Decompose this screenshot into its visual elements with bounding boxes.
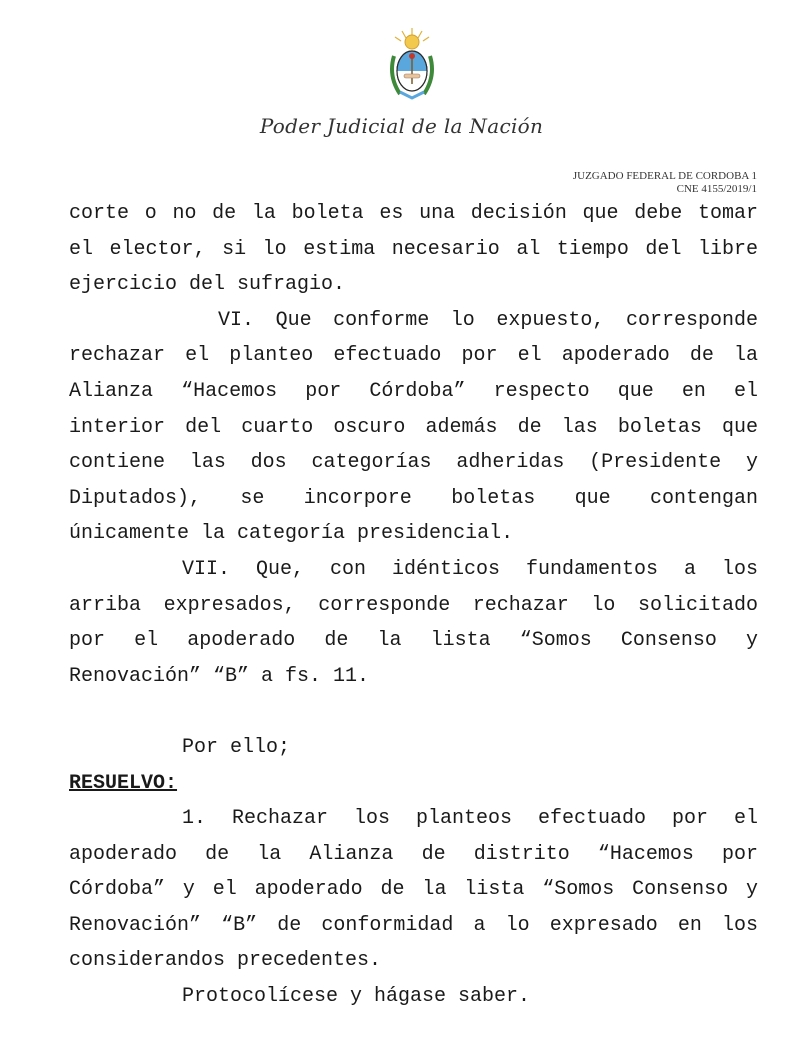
national-coat-of-arms-icon (386, 26, 438, 102)
text-line: considerandos precedentes. (69, 949, 382, 973)
resolution-item-1-start: 1. Rechazar los planteos efectuado por el (182, 807, 758, 831)
court-name: JUZGADO FEDERAL DE CORDOBA 1 (572, 170, 757, 182)
text-line: arriba expresados, corresponde rechazar lo solicitado (69, 593, 758, 617)
text-line: Córdoba” y el apoderado de la lista “Somos Consenso y (69, 878, 758, 902)
resolution-body (69, 196, 758, 1015)
resuelvo-heading: RESUELVO: (69, 771, 178, 795)
text-line: únicamente la categoría presidencial. (69, 522, 514, 546)
text-line: corte o no de la boleta es una decisión que debe tomar (69, 202, 758, 225)
case-number: CNE 4155/2019/1 (676, 183, 757, 195)
text-line: interior del cuarto oscuro además de las boletas que (69, 415, 758, 439)
resuelvo-heading-line (69, 766, 758, 802)
paragraph-vii-start: VII. Que, con idénticos fundamentos a los (182, 557, 758, 581)
institution-name: Poder Judicial de la Nación (259, 114, 544, 138)
text-line: Renovación” “B” a fs. 11. (69, 664, 370, 688)
por-ello-line: Por ello; (182, 735, 291, 759)
text-line: ejercicio del sufragio. (69, 273, 346, 297)
text-line: apoderado de la Alianza de distrito “Hacemos por (69, 842, 758, 866)
case-header (573, 170, 757, 196)
text-line: Renovación” “B” de conformidad a lo expresado en los (69, 913, 758, 937)
text-line: rechazar el planteo efectuado por el apoderado de la (69, 344, 758, 368)
closing-line: Protocolícese y hágase saber. (182, 985, 531, 1009)
text-line: Alianza “Hacemos por Córdoba” respecto que en el (69, 379, 758, 403)
text-line: contiene las dos categorías adheridas (Presidente y (69, 451, 758, 475)
blank-line (69, 694, 758, 730)
paragraph-vi-start: VI. Que conforme lo expuesto, corresponde (218, 308, 758, 332)
text-line: Diputados), se incorpore boletas que contengan (69, 486, 758, 510)
text-line: por el apoderado de la lista “Somos Consenso y (69, 629, 758, 653)
text-line: el elector, si lo estima necesario al tiempo del libre (69, 237, 758, 261)
